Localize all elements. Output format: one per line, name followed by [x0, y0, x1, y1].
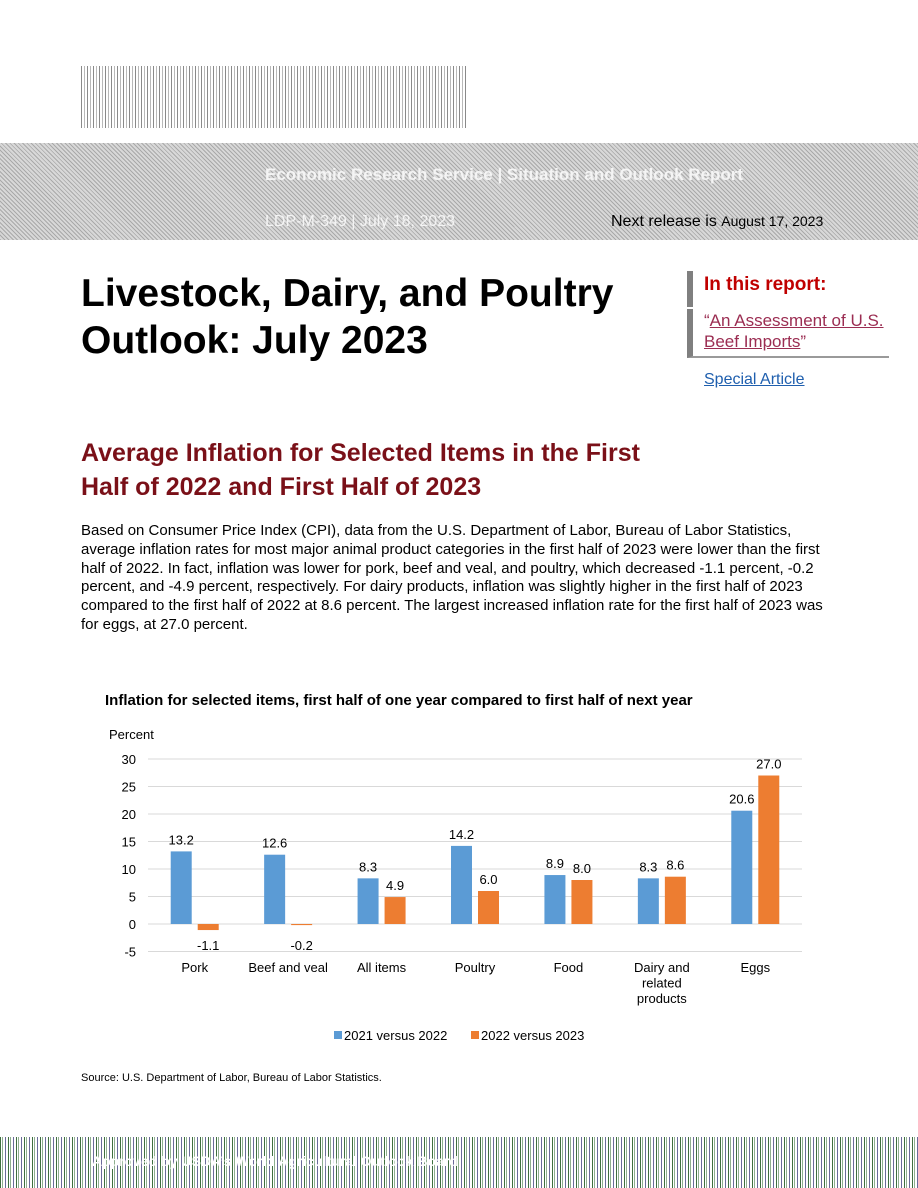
- bar: [358, 878, 379, 924]
- y-tick-label: 30: [121, 752, 136, 767]
- footer-text: Approved by USDA’s World Agricultural Outlook Board: [92, 1153, 458, 1169]
- article-link[interactable]: An Assessment of U.S. Beef Imports: [704, 311, 884, 351]
- y-tick-label: 20: [121, 807, 136, 822]
- bar: [731, 811, 752, 924]
- next-release-prefix: Next release is: [611, 213, 722, 230]
- legend-swatch: [334, 1031, 342, 1039]
- data-label: 13.2: [168, 832, 194, 848]
- section-heading: Average Inflation for Selected Items in the First Half of 2022 and First Half of 2023: [81, 439, 640, 501]
- data-label: 14.2: [448, 826, 475, 842]
- y-tick-label: 5: [128, 889, 136, 905]
- data-label: -0.2: [290, 938, 313, 953]
- data-label: 4.9: [386, 878, 405, 894]
- page-title: Livestock, Dairy, and Poultry Outlook: July 2023: [81, 272, 614, 362]
- y-tick-label: 25: [121, 779, 136, 795]
- bar: [171, 851, 192, 924]
- x-tick-label: Food: [553, 960, 584, 975]
- special-article-link[interactable]: Special Article: [704, 371, 805, 388]
- agency-line: Economic Research Service | Situation and Outlook Report: [265, 165, 744, 184]
- bar: [264, 855, 285, 924]
- report-id: LDP-M-349 | July 18, 2023: [265, 213, 456, 230]
- in-this-report-heading: In this report:: [704, 274, 827, 295]
- bar: [571, 880, 592, 924]
- x-tick-label: related: [641, 975, 682, 991]
- open-quote: “: [704, 311, 710, 330]
- legend-label: 2022 versus 2023: [481, 1028, 585, 1043]
- x-tick-label: Poultry: [454, 960, 496, 975]
- bar: [291, 924, 312, 925]
- bar: [198, 924, 219, 930]
- data-label: 20.6: [729, 791, 755, 807]
- x-tick-label: products: [636, 991, 687, 1006]
- next-release-date: August 17, 2023: [721, 213, 824, 229]
- y-axis-label: Percent: [109, 727, 154, 742]
- data-label: 8.0: [572, 861, 591, 876]
- data-label: -1.1: [197, 938, 220, 953]
- chart-title: Inflation for selected items, first half of one year compared to first half of next year: [105, 692, 693, 709]
- legend-label: 2021 versus 2022: [344, 1028, 448, 1043]
- data-label: 27.0: [756, 756, 782, 772]
- y-tick-label: -5: [124, 944, 136, 960]
- data-label: 8.3: [639, 859, 658, 875]
- data-label: 6.0: [479, 872, 498, 887]
- bar: [758, 776, 779, 925]
- y-tick-label: 0: [128, 917, 136, 932]
- close-quote: ”: [800, 332, 807, 351]
- x-tick-label: All items: [357, 960, 407, 975]
- bar: [478, 891, 499, 924]
- bar: [665, 877, 686, 924]
- bar: [385, 897, 406, 924]
- x-tick-label: Beef and veal: [248, 960, 328, 975]
- section-body: Based on Consumer Price Index (CPI), data from the U.S. Department of Labor, Bureau of Labor Statistics, average inflation rates for most major animal product categories in the first half of 2023 were lower than the first half of 2022. In fact, inflation was lower for pork, beef and veal, and poultry, which decreased -1.1 percent, -0.2 percent, and -4.9 percent, respectively. For dairy products, inflation was slightly higher in the first half of 2023 compared to the first half of 2022 at 8.6 percent. The largest increased inflation rate for the first half of 2023 was for eggs, at 27.0 percent.: [81, 522, 823, 633]
- x-tick-label: Eggs: [740, 960, 771, 975]
- x-tick-label: Dairy and: [634, 960, 690, 975]
- data-label: 12.6: [261, 835, 288, 851]
- y-tick-label: 15: [121, 834, 136, 850]
- bar: [451, 846, 472, 924]
- bar: [544, 875, 565, 924]
- x-tick-label: Pork: [181, 960, 209, 975]
- bar: [638, 878, 659, 924]
- data-label: 8.3: [359, 859, 378, 875]
- legend-swatch: [471, 1031, 479, 1039]
- data-label: 8.9: [545, 856, 564, 872]
- data-label: 8.6: [666, 857, 685, 873]
- source-note: Source: U.S. Department of Labor, Bureau of Labor Statistics.: [81, 1072, 382, 1084]
- y-tick-label: 10: [121, 862, 136, 877]
